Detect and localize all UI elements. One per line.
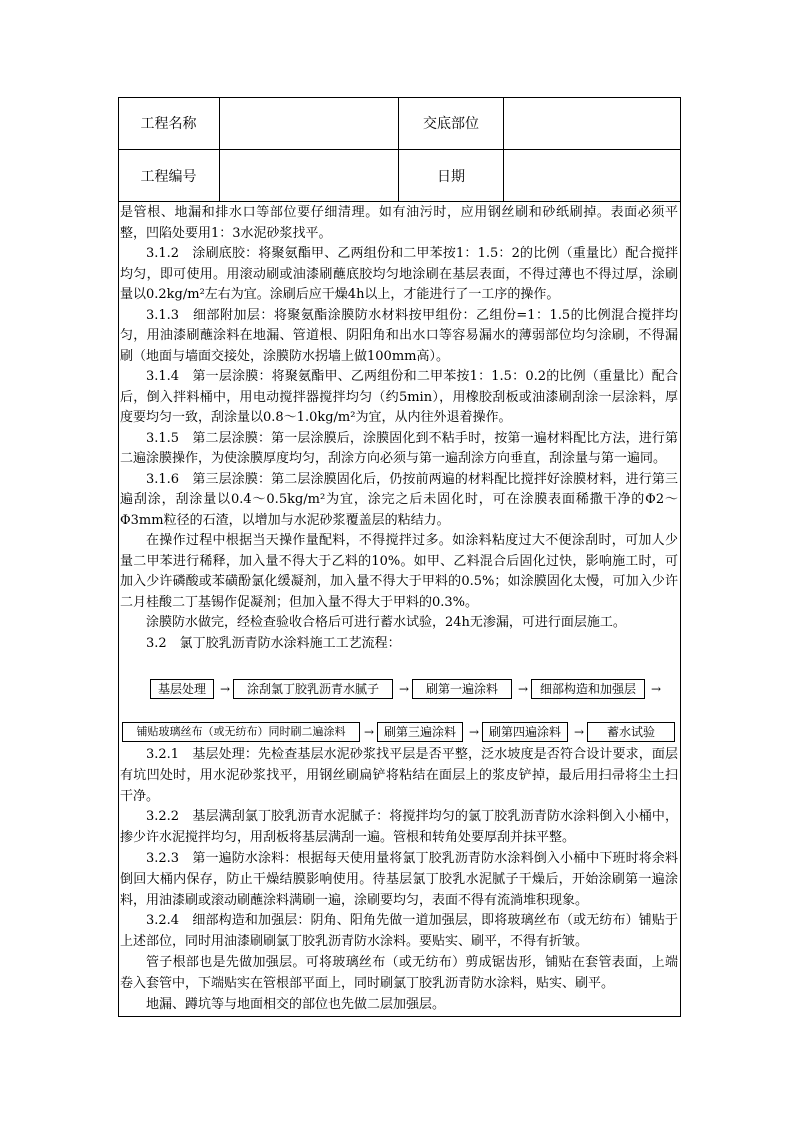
- paragraph: 3.1.6 第三层涂膜：第二层涂膜固化后，仍按前两遍的材料配比搅拌好涂膜材料，进行第三遍刮涂，刮涂量以0.4～0.5kg/m²为宜，涂完之后未固化时，可在涂膜表面稀撒干净的Φ2～Φ3mm粒径的石渣，以增加与水泥砂浆覆盖层的粘结力。: [120, 471, 678, 528]
- arrow-right-icon: →: [364, 725, 375, 739]
- header-divider: [118, 201, 681, 202]
- paragraph: 3.1.5 第二层涂膜：第一层涂膜后，涂膜固化到不粘手时，按第一遍材料配比方法，进行第二遍涂膜操作，为使涂膜厚度均匀，刮涂方向必须与第一遍刮涂方向垂直，刮涂量与第一遍同。: [120, 430, 678, 466]
- paragraph: 地漏、蹲坑等与地面相交的部位也先做二层加强层。: [146, 996, 446, 1012]
- project-name-label: 工程名称: [140, 116, 197, 132]
- paragraph: 3.2.4 细部构造和加强层：阴角、阳角先做一道加强层，即将玻璃丝布（或无纺布）铺贴于上述部位，同时用油漆刷刷氯丁胶乳沥青防水涂料。要贴实、刷平，不得有折皱。: [120, 913, 678, 950]
- paragraph: 3.2.1 基层处理：先检查基层水泥砂浆找平层是否平整，泛水坡度是否符合设计要求，面层有坑凹处时，用水泥砂浆找平，用钢丝刷扁铲将粘结在面层上的浆皮铲掉，最后用扫帚将尘土扫干净。: [120, 747, 678, 804]
- paragraph: 是管根、地漏和排水口等部位要仔细清理。如有油污时，应用钢丝刷和砂纸刷掉。表面必须平整，凹陷处要用1：3水泥砂浆找平。: [120, 205, 678, 241]
- flow-step: 刷第一遍涂料: [412, 679, 512, 699]
- arrow-right-icon: →: [399, 682, 410, 696]
- project-name-value[interactable]: [220, 97, 398, 149]
- paragraph: 在操作过程中根据当天操作量配料，不得搅拌过多。如涂料粘度过大不便涂刮时，可加人少量二甲苯进行稀释，加入量不得大于乙料的10%。如甲、乙料混合后固化过快，影响施工时，可加入少许磷酸或苯磺酚氯化缓凝剂，加入量不得大于甲料的0.5%；如涂膜固化太慢，可加入少许二月桂酸二丁基锡作促凝剂；但加入量不得大于甲料的0.3%。: [120, 533, 678, 610]
- arrow-right-icon: →: [220, 682, 231, 696]
- arrow-right-icon: →: [651, 682, 662, 696]
- paragraph: 涂膜防水做完，经检查验收合格后可进行蓄水试验，24h无渗漏，可进行面层施工。: [146, 615, 626, 630]
- location-value[interactable]: [504, 97, 681, 149]
- location-label: 交底部位: [423, 116, 479, 132]
- paragraph: 管子根部也是先做加强层。可将玻璃丝布（或无纺布）剪成锯齿形，铺贴在套管表面，上端卷入套管中，下端贴实在管根部平面上，同时刷氯丁胶乳沥青防水涂料，贴实、刷平。: [120, 954, 678, 991]
- flow-step: 刷第四遍涂料: [482, 722, 568, 742]
- project-no-label: 工程编号: [140, 168, 197, 185]
- arrow-right-icon: →: [574, 725, 585, 739]
- date-label: 日期: [437, 168, 465, 185]
- paragraph: 3.1.3 细部附加层：将聚氨酯涂膜防水材料按甲组份：乙组份=1：1.5的比例混合搅拌均匀，用油漆刷蘸涂料在地漏、管道根、阴阳角和出水口等容易漏水的薄弱部位均匀涂刷，不得漏刷（地面与墙面交接处，涂膜防水拐墙上做100mm高）。: [120, 307, 678, 364]
- document-body-continued: [120, 745, 678, 1015]
- project-no-value[interactable]: [220, 150, 398, 201]
- section-heading: 3.2 氯丁胶乳沥青防水涂料施工工艺流程：: [146, 635, 401, 651]
- arrow-right-icon: →: [469, 725, 480, 739]
- paragraph: 3.1.4 第一层涂膜：将聚氨酯甲、乙两组份和二甲苯按1：1.5：0.2的比例（重量比）配合后，倒入拌料桶中，用电动搅拌器搅拌均匀（约5min），用橡胶刮板或油漆刷刮涂一层涂料，厚度要均匀一致，刮涂量以0.8～1.0kg/m²为宜，从内往外退着操作。: [120, 369, 678, 425]
- arrow-right-icon: →: [518, 682, 529, 696]
- paragraph: 3.2.2 基层满刮氯丁胶乳沥青水泥腻子：将搅拌均匀的氯丁胶乳沥青防水涂料倒入小桶中，掺少许水泥搅拌均匀，用刮板将基层满刮一遍。管根和转角处要厚刮并抹平整。: [120, 809, 678, 846]
- paragraph: 3.2.3 第一遍防水涂料：根据每天使用量将氯丁胶乳沥青防水涂料倒入小桶中下班时将余料倒回大桶内保存，防止干燥结膜影响使用。待基层氯丁胶乳水泥腻子干燥后，开始涂刷第一遍涂料，用油漆刷或滚动刷蘸涂料满刷一遍，涂刷要均匀，表面不得有流淌堆积现象。: [120, 850, 678, 908]
- flow-step: 细部构造和加强层: [531, 679, 645, 699]
- flow-step: 涂刮氯丁胶乳沥青水腻子: [233, 679, 393, 699]
- flow-step: 铺贴玻璃丝布（或无纺布）同时刷二遍涂料: [122, 722, 360, 742]
- document-body: [120, 203, 678, 654]
- header-table: [118, 97, 681, 202]
- flow-step: 刷第三遍涂料: [377, 722, 463, 742]
- date-value[interactable]: [504, 150, 681, 201]
- flow-step: 基层处理: [150, 679, 214, 699]
- paragraph: 3.1.2 涂刷底胶：将聚氨酯甲、乙两组份和二甲苯按1：1.5：2的比例（重量比）配合搅拌均匀，即可使用。用滚动刷或油漆刷蘸底胶均匀地涂刷在基层表面，不得过薄也不得过厚，涂刷量以0.2kg/m²左右为宜。涂刷后应干燥4h以上，才能进行了一工序的操作。: [120, 246, 678, 302]
- flow-step: 蓄水试验: [587, 722, 675, 742]
